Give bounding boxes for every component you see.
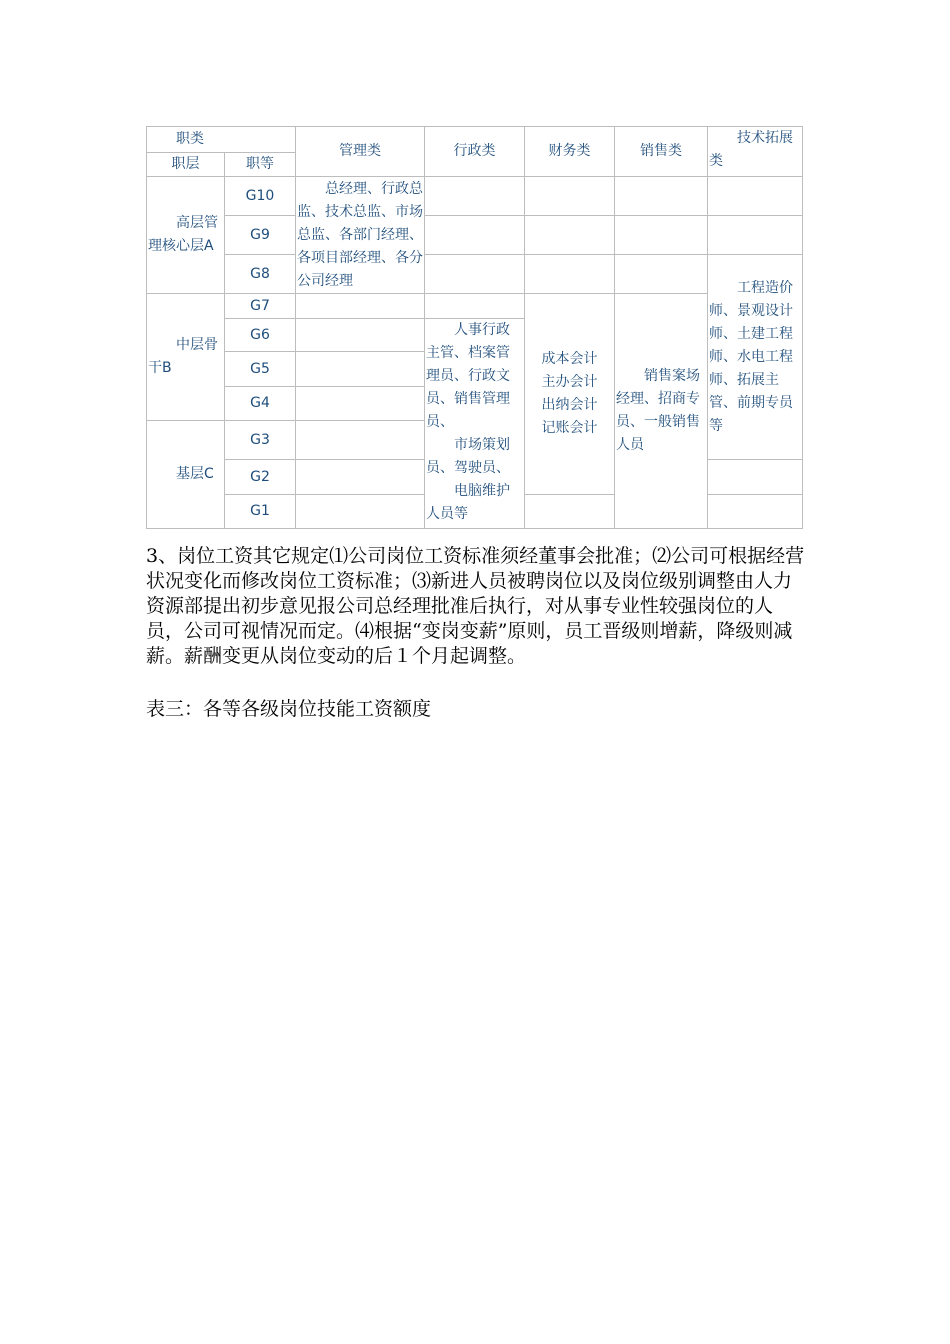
corner-category-header: 职类 xyxy=(147,127,296,153)
grade-cell: G2 xyxy=(225,460,296,495)
grade-cell: G7 xyxy=(225,294,296,319)
finance-position: 记账会计 xyxy=(541,420,598,436)
empty-cell xyxy=(425,294,525,319)
empty-cell xyxy=(296,352,425,387)
empty-cell xyxy=(296,387,425,421)
sales-positions: 销售案场经理、招商专员、一般销售人员 xyxy=(615,294,708,529)
admin-positions xyxy=(425,319,525,529)
admin-text-2: 市场策划员、驾驶员、 xyxy=(426,437,510,476)
empty-cell xyxy=(296,319,425,352)
grade-cell: G4 xyxy=(225,387,296,421)
grade-cell: G6 xyxy=(225,319,296,352)
header-administration: 行政类 xyxy=(425,127,525,177)
empty-cell xyxy=(296,460,425,495)
finance-position: 出纳会计 xyxy=(541,397,598,413)
empty-cell xyxy=(296,421,425,460)
corner-level-header: 职层 xyxy=(147,153,225,177)
grade-cell: G9 xyxy=(225,216,296,255)
empty-cell xyxy=(525,216,615,255)
grade-cell: G8 xyxy=(225,255,296,294)
empty-cell xyxy=(708,177,803,216)
empty-cell xyxy=(708,460,803,495)
salary-rules-paragraph: 3、岗位工资其它规定⑴公司岗位工资标准须经董事会批准；⑵公司可根据经营状况变化而修改岗位工资标准；⑶新进人员被聘岗位以及岗位级别调整由人力资源部提出初步意见报公司总经理批准后执行，对从事专业性较强岗位的人员，公司可视情况而定。⑷根据“变岗变薪”原则，员工晋级则增薪，降级则减薪。薪酬变更从岗位变动的后１个月起调整。 xyxy=(146,545,805,667)
empty-cell xyxy=(708,495,803,529)
header-management: 管理类 xyxy=(296,127,425,177)
level-mid-label: 中层骨干B xyxy=(147,294,225,421)
empty-cell xyxy=(425,255,525,294)
finance-position: 主办会计 xyxy=(541,374,598,390)
empty-cell xyxy=(296,294,425,319)
table-three-caption: 表三：各等各级岗位技能工资额度 xyxy=(146,698,432,720)
grade-cell: G1 xyxy=(225,495,296,529)
empty-cell xyxy=(525,495,615,529)
job-grade-table xyxy=(146,126,803,529)
finance-position: 成本会计 xyxy=(541,351,598,367)
grade-cell: G3 xyxy=(225,421,296,460)
empty-cell xyxy=(615,177,708,216)
header-tech-expansion: 技术拓展类 xyxy=(708,127,803,177)
empty-cell xyxy=(615,216,708,255)
corner-grade-header: 职等 xyxy=(225,153,296,177)
grade-cell: G5 xyxy=(225,352,296,387)
empty-cell xyxy=(708,216,803,255)
level-low-label: 基层C xyxy=(147,421,225,529)
header-sales: 销售类 xyxy=(615,127,708,177)
header-finance: 财务类 xyxy=(525,127,615,177)
empty-cell xyxy=(615,255,708,294)
empty-cell xyxy=(525,255,615,294)
level-high-label: 高层管理核心层A xyxy=(147,177,225,294)
empty-cell xyxy=(296,495,425,529)
empty-cell xyxy=(525,177,615,216)
finance-mid-positions xyxy=(525,294,615,495)
management-high-positions: 总经理、行政总监、技术总监、市场总监、各部门经理、各项目部经理、各分公司经理 xyxy=(296,177,425,294)
grade-cell: G10 xyxy=(225,177,296,216)
empty-cell xyxy=(425,216,525,255)
admin-text-1: 人事行政主管、档案管理员、行政文员、销售管理员、 xyxy=(426,322,510,430)
empty-cell xyxy=(425,177,525,216)
admin-text-3: 电脑维护人员等 xyxy=(426,483,510,522)
tech-mid-positions: 工程造价师、景观设计师、土建工程师、水电工程师、拓展主管、前期专员等 xyxy=(708,255,803,460)
